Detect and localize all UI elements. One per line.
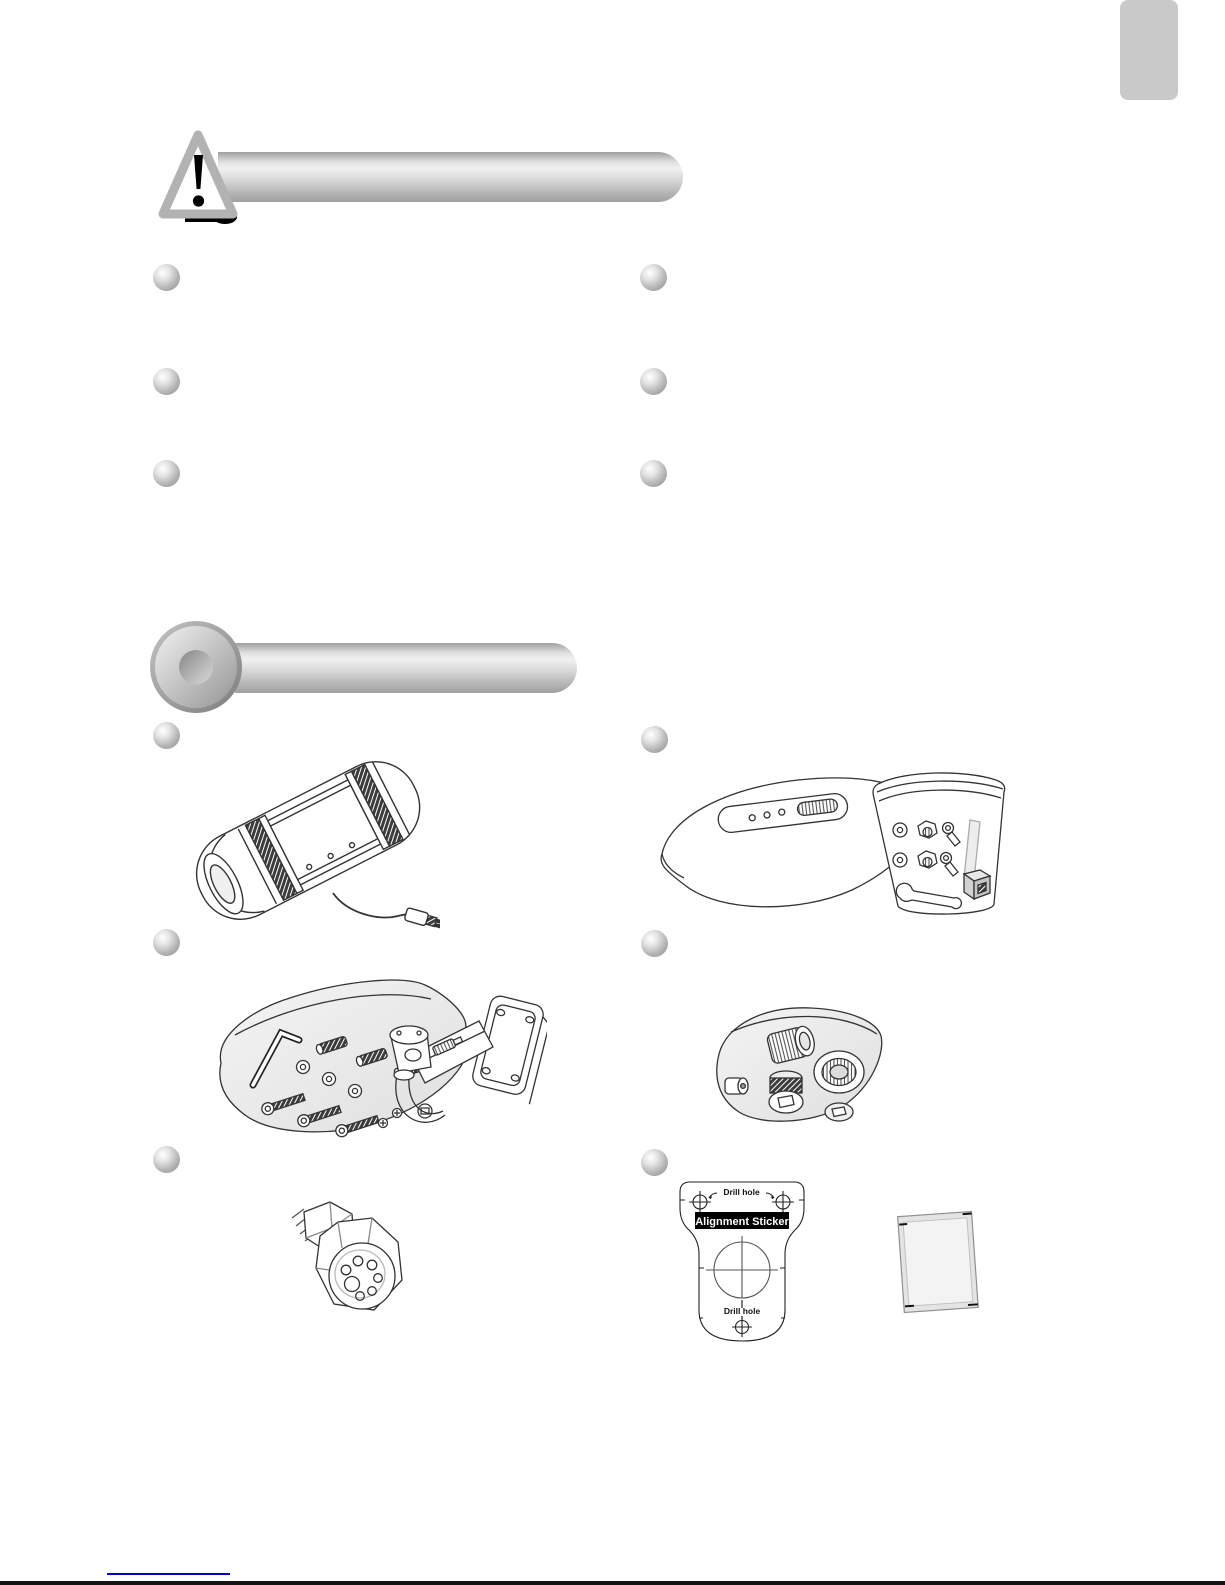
item-bullet-icon xyxy=(153,929,180,956)
page-bottom-edge xyxy=(0,1581,1225,1585)
warning-bullet-icon xyxy=(153,368,180,395)
warning-bullet-icon xyxy=(640,460,667,487)
cable-gland-illustration xyxy=(268,1188,412,1332)
item-bullet-icon xyxy=(641,1149,668,1176)
mounting-kit-and-bracket-illustration xyxy=(175,963,547,1145)
item-bullet-icon xyxy=(153,1146,180,1173)
warning-bullet-icon xyxy=(153,264,180,291)
drill-hole-bottom-label: Drill hole xyxy=(723,1306,761,1316)
page-corner-tab xyxy=(1120,0,1178,100)
warning-section-banner xyxy=(218,152,683,202)
warning-bullet-icon xyxy=(640,264,667,291)
connector-pack-illustration xyxy=(693,992,901,1134)
sun-shield-and-screw-pack-illustration xyxy=(648,758,1016,926)
camera-illustration xyxy=(175,753,440,931)
item-bullet-icon xyxy=(641,726,668,753)
item-bullet-icon xyxy=(153,722,180,749)
ring-hole xyxy=(179,650,213,684)
alignment-sticker-illustration xyxy=(670,1178,814,1348)
warning-triangle-icon xyxy=(155,124,241,226)
warning-bullet-icon xyxy=(640,368,667,395)
hyperlink-underline[interactable] xyxy=(107,1573,230,1575)
sheet-illustration xyxy=(893,1208,983,1318)
ring-icon xyxy=(150,621,242,713)
warning-bullet-icon xyxy=(153,460,180,487)
contents-section-banner xyxy=(235,643,577,693)
item-bullet-icon xyxy=(641,930,668,957)
alignment-sticker-ribbon-label: Alignment Sticker xyxy=(695,1216,789,1228)
drill-hole-top-label: Drill hole xyxy=(723,1187,760,1197)
